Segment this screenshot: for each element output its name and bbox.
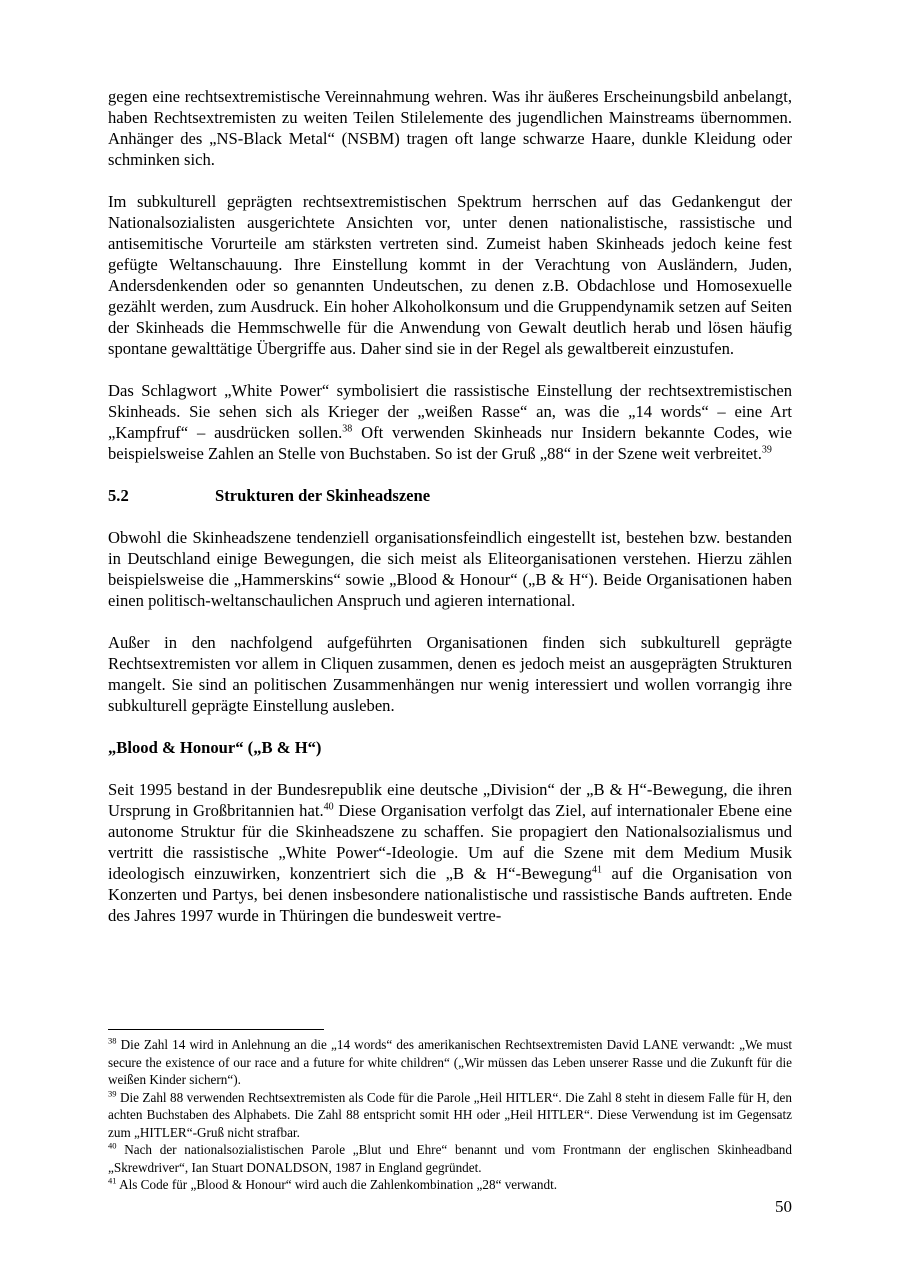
paragraph-6-text-b: Diese Organisation verfolgt das Ziel, auf internationaler Ebene eine autonome Struktur für die Skinheadszene zu schaffen. Sie propagiert den Nationalsozialismus und vertritt die rassistische „White Power“-Ideologie. Um auf die Szene mit dem Medium Musik ideologisch einzuwirken, konzentriert sich die „B & H“-Bewegung <box>108 801 792 883</box>
paragraph-2 <box>108 191 792 359</box>
page-number: 50 <box>775 1197 792 1216</box>
footnotes <box>108 1036 792 1194</box>
footnote-text: Als Code für „Blood & Honour“ wird auch die Zahlenkombination „28“ verwandt. <box>116 1177 558 1192</box>
paragraph-4 <box>108 527 792 611</box>
paragraph-6-text-c: auf die Organisation von Konzerten und Partys, bei denen insbesondere nationalistische und rassistische Bands auftreten. Ende des Jahres 1997 wurde in Thüringen die bundesweit vertre- <box>108 864 792 925</box>
paragraph-3-text-a: Das Schlagwort „White Power“ symbolisiert die rassistische Einstellung der rechtsextremistischen Skinheads. Sie sehen sich als Krieger der „weißen Rasse“ an, was die „14 words“ – eine Art „Kampfruf“ – ausdrücken sollen. <box>108 381 792 442</box>
paragraph-2-text: Im subkulturell geprägten rechtsextremistischen Spektrum herrschen auf das Gedankengut der Nationalsozialisten ausgerichtete Ansichten vor, unter denen nationalistische, rassistische und antisemitische Vorurteile am stärksten vertreten sind. Zumeist haben Skinheads jedoch keine fest gefügte Weltanschauung. Ihre Einstellung kommt in der Verachtung von Ausländern, Juden, Andersdenkenden oder so genannten Undeutschen, zu denen z.B. Obdachlose und Homosexuelle gezählt werden, zum Ausdruck. Ein hoher Alkoholkonsum und die Gruppendynamik setzen auf Seiten der Skinheads die Hemmschwelle für die Anwendung von Gewalt deutlich herab und lösen häufig spontane gewalttätige Übergriffe aus. Daher sind sie in der Regel als gewaltbereit einzustufen. <box>108 192 792 358</box>
paragraph-3-text-b: Oft verwenden Skinheads nur Insidern bekannte Codes, wie beispielsweise Zahlen an Stelle von Buchstaben. So ist der Gruß „88“ in der Szene weit verbreitet. <box>108 423 792 463</box>
footnote-ref-41[interactable]: 41 <box>591 864 602 876</box>
section-number: 5.2 <box>108 486 129 505</box>
paragraph-4-text: Obwohl die Skinheadszene tendenziell organisationsfeindlich eingestellt ist, bestehen bzw. bestanden in Deutschland einige Bewegungen, die sich meist als Eliteorganisationen verstehen. Hierzu zählen beispielsweise die „Hammerskins“ sowie „Blood & Honour“ („B & H“). Beide Organisationen haben einen politisch-weltanschaulichen Anspruch und agieren international. <box>108 528 792 610</box>
paragraph-1 <box>108 86 792 170</box>
footnote-41 <box>108 1176 792 1194</box>
footnote-ref-38[interactable]: 38 <box>342 423 353 435</box>
paragraph-3 <box>108 380 792 464</box>
footnote-ref-39[interactable]: 39 <box>761 444 772 456</box>
section-heading <box>108 485 792 506</box>
footnote-number: 38 <box>108 1035 117 1046</box>
footnote-text: Nach der nationalsozialistischen Parole „Blut und Ehre“ benannt und vom Frontmann der englischen Skinheadband „Skrewdriver“, Ian Stuart DONALDSON, 1987 in England gegründet. <box>108 1142 792 1175</box>
footnote-38 <box>108 1036 792 1089</box>
paragraph-5-text: Außer in den nachfolgend aufgeführten Organisationen finden sich subkulturell geprägte Rechtsextremisten vor allem in Cliquen zusammen, denen es jedoch meist an ausgeprägten Strukturen mangelt. Sie sind an politischen Zusammenhängen nur wenig interessiert und wollen vorrangig ihre subkulturell geprägte Einstellung ausleben. <box>108 633 792 715</box>
footnote-number: 40 <box>108 1140 117 1151</box>
footnote-text: Die Zahl 88 verwenden Rechtsextremisten als Code für die Parole „Heil HITLER“. Die Zahl 8 steht in diesem Falle für H, den achten Buchstaben des Alphabets. Die Zahl 88 entspricht somit HH oder „Heil HITLER“. Diese Verwendung ist im Gegensatz zum „HITLER“-Gruß nicht strafbar. <box>108 1089 792 1140</box>
footnote-40 <box>108 1141 792 1176</box>
paragraph-6 <box>108 779 792 926</box>
footnote-39 <box>108 1089 792 1142</box>
footnote-text: Die Zahl 14 wird in Anlehnung an die „14 words“ des amerikanischen Rechtsextremisten David LANE verwandt: „We must secure the existence of our race and a future for white children“ („Wir müssen das Leben unserer Rasse und die Zukunft für die weißen Kinder sichern“). <box>108 1037 792 1087</box>
paragraph-6-text-a: Seit 1995 bestand in der Bundesrepublik eine deutsche „Division“ der „B & H“-Bewegung, die ihren Ursprung in Großbritannien hat. <box>108 780 792 820</box>
footnote-number: 41 <box>108 1175 117 1186</box>
footnote-ref-40[interactable]: 40 <box>323 801 334 813</box>
paragraph-1-text: gegen eine rechtsextremistische Vereinnahmung wehren. Was ihr äußeres Erscheinungsbild anbelangt, haben Rechtsextremisten zu weiten Teilen Stilelemente des jugendlichen Mainstreams übernommen. Anhänger des „NS-Black Metal“ (NSBM) tragen oft lange schwarze Haare, dunkle Kleidung oder schminken sich. <box>108 87 792 169</box>
subheading-blood-honour: „Blood & Honour“ („B & H“) <box>108 738 322 757</box>
footnote-divider <box>108 1029 324 1030</box>
section-title: Strukturen der Skinheadszene <box>215 486 431 505</box>
footnote-number: 39 <box>108 1088 117 1099</box>
paragraph-5 <box>108 632 792 716</box>
